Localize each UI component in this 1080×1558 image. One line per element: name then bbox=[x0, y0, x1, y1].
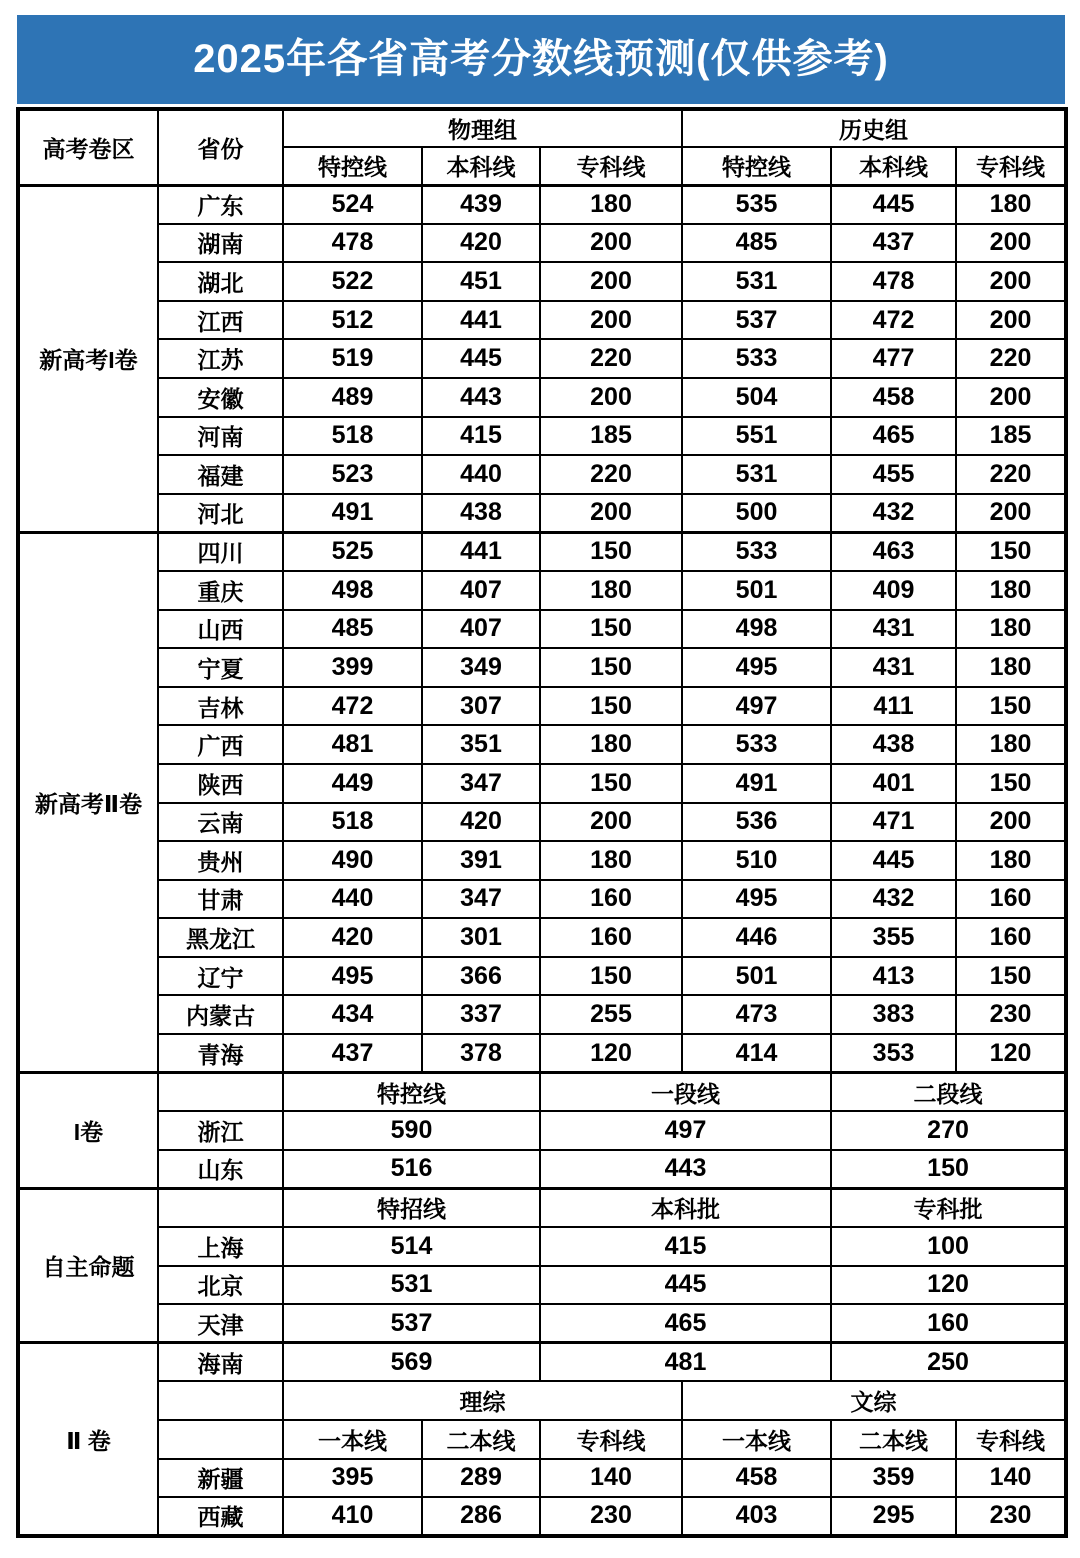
score-cell: 495 bbox=[682, 648, 831, 687]
score-cell: 489 bbox=[283, 378, 422, 417]
score-cell: 420 bbox=[283, 918, 422, 957]
province-cell: 山西 bbox=[158, 610, 283, 649]
score-cell: 501 bbox=[682, 571, 831, 610]
score-cell: 407 bbox=[422, 610, 540, 649]
score-cell: 180 bbox=[540, 571, 682, 610]
score-cell: 449 bbox=[283, 764, 422, 803]
table-row bbox=[18, 918, 1066, 957]
score-cell: 230 bbox=[540, 1497, 682, 1536]
score-cell: 415 bbox=[422, 417, 540, 456]
score-cell: 497 bbox=[540, 1111, 831, 1150]
province-cell: 新疆 bbox=[158, 1459, 283, 1498]
province-cell-empty bbox=[158, 1381, 283, 1420]
score-cell: 270 bbox=[831, 1111, 1066, 1150]
province-cell: 山东 bbox=[158, 1150, 283, 1189]
score-cell: 519 bbox=[283, 339, 422, 378]
score-cell: 160 bbox=[956, 918, 1066, 957]
score-cell: 485 bbox=[682, 224, 831, 263]
province-cell: 广东 bbox=[158, 185, 283, 224]
header-sub-4: 本科线 bbox=[831, 147, 956, 185]
score-cell: 491 bbox=[283, 494, 422, 533]
score-cell: 491 bbox=[682, 764, 831, 803]
province-cell: 广西 bbox=[158, 725, 283, 764]
score-cell: 498 bbox=[682, 610, 831, 649]
score-cell: 150 bbox=[831, 1150, 1066, 1189]
page-title: 2025年各省高考分数线预测(仅供参考) bbox=[17, 15, 1065, 104]
score-cell: 512 bbox=[283, 301, 422, 340]
sub-header-cell: 一本线 bbox=[283, 1420, 422, 1459]
table-body bbox=[18, 185, 1066, 1536]
score-cell: 150 bbox=[956, 687, 1066, 726]
score-cell: 535 bbox=[682, 185, 831, 224]
table-row bbox=[18, 764, 1066, 803]
table-row bbox=[18, 841, 1066, 880]
score-cell: 200 bbox=[956, 224, 1066, 263]
region-label: 新高考Ⅱ卷 bbox=[18, 532, 158, 1072]
sub-header-cell: 专科线 bbox=[540, 1420, 682, 1459]
score-cell: 180 bbox=[956, 841, 1066, 880]
table-row bbox=[18, 1188, 1066, 1227]
score-cell: 160 bbox=[540, 880, 682, 919]
table-row bbox=[18, 185, 1066, 224]
score-cell: 150 bbox=[540, 610, 682, 649]
score-cell: 140 bbox=[540, 1459, 682, 1498]
score-cell: 420 bbox=[422, 224, 540, 263]
score-cell: 395 bbox=[283, 1459, 422, 1498]
score-cell: 180 bbox=[540, 725, 682, 764]
score-cell: 349 bbox=[422, 648, 540, 687]
table-row bbox=[18, 1497, 1066, 1536]
region-label: 自主命题 bbox=[18, 1188, 158, 1342]
score-cell: 446 bbox=[682, 918, 831, 957]
score-cell: 230 bbox=[956, 1497, 1066, 1536]
score-cell: 150 bbox=[956, 957, 1066, 996]
score-cell: 495 bbox=[682, 880, 831, 919]
score-cell: 465 bbox=[540, 1304, 831, 1343]
score-cell: 533 bbox=[682, 532, 831, 571]
score-cell: 180 bbox=[956, 571, 1066, 610]
score-cell: 180 bbox=[956, 610, 1066, 649]
score-cell: 150 bbox=[540, 687, 682, 726]
score-table bbox=[16, 107, 1068, 1538]
score-cell: 185 bbox=[540, 417, 682, 456]
province-cell: 江苏 bbox=[158, 339, 283, 378]
table-row bbox=[18, 1343, 1066, 1382]
province-cell: 江西 bbox=[158, 301, 283, 340]
table-row bbox=[18, 224, 1066, 263]
score-cell: 518 bbox=[283, 417, 422, 456]
score-cell: 415 bbox=[540, 1227, 831, 1266]
province-cell-empty bbox=[158, 1188, 283, 1227]
province-cell: 湖南 bbox=[158, 224, 283, 263]
score-cell: 355 bbox=[831, 918, 956, 957]
score-cell: 383 bbox=[831, 995, 956, 1034]
score-cell: 200 bbox=[540, 224, 682, 263]
score-cell: 490 bbox=[283, 841, 422, 880]
sub-header-cell: 二本线 bbox=[831, 1420, 956, 1459]
score-cell: 160 bbox=[540, 918, 682, 957]
table-row bbox=[18, 1420, 1066, 1459]
region-label: 新高考I卷 bbox=[18, 185, 158, 532]
score-cell: 255 bbox=[540, 995, 682, 1034]
province-cell: 重庆 bbox=[158, 571, 283, 610]
score-cell: 200 bbox=[540, 803, 682, 842]
province-cell: 河南 bbox=[158, 417, 283, 456]
province-cell: 河北 bbox=[158, 494, 283, 533]
sub-header-cell: 二段线 bbox=[831, 1073, 1066, 1112]
score-cell: 289 bbox=[422, 1459, 540, 1498]
score-cell: 185 bbox=[956, 417, 1066, 456]
score-cell: 180 bbox=[540, 841, 682, 880]
score-cell: 414 bbox=[682, 1034, 831, 1073]
score-cell: 523 bbox=[283, 455, 422, 494]
sub-header-cell: 特控线 bbox=[283, 1073, 540, 1112]
score-cell: 441 bbox=[422, 532, 540, 571]
province-cell: 内蒙古 bbox=[158, 995, 283, 1034]
header-region: 高考卷区 bbox=[18, 109, 158, 185]
score-cell: 445 bbox=[422, 339, 540, 378]
score-cell: 481 bbox=[283, 725, 422, 764]
score-cell: 485 bbox=[283, 610, 422, 649]
table-row bbox=[18, 417, 1066, 456]
header-sub-3: 特控线 bbox=[682, 147, 831, 185]
province-cell: 陕西 bbox=[158, 764, 283, 803]
score-cell: 180 bbox=[956, 648, 1066, 687]
score-cell: 200 bbox=[540, 301, 682, 340]
sub-header-cell: 特招线 bbox=[283, 1188, 540, 1227]
score-cell: 437 bbox=[831, 224, 956, 263]
score-cell: 180 bbox=[956, 185, 1066, 224]
score-cell: 351 bbox=[422, 725, 540, 764]
score-cell: 501 bbox=[682, 957, 831, 996]
table-row bbox=[18, 571, 1066, 610]
score-cell: 590 bbox=[283, 1111, 540, 1150]
score-cell: 295 bbox=[831, 1497, 956, 1536]
score-cell: 200 bbox=[956, 301, 1066, 340]
score-cell: 432 bbox=[831, 494, 956, 533]
province-cell: 吉林 bbox=[158, 687, 283, 726]
header-province: 省份 bbox=[158, 109, 283, 185]
table-row bbox=[18, 957, 1066, 996]
score-cell: 410 bbox=[283, 1497, 422, 1536]
score-cell: 200 bbox=[956, 803, 1066, 842]
score-cell: 516 bbox=[283, 1150, 540, 1189]
table-row bbox=[18, 803, 1066, 842]
score-cell: 200 bbox=[956, 494, 1066, 533]
score-cell: 481 bbox=[540, 1343, 831, 1382]
score-cell: 531 bbox=[682, 262, 831, 301]
score-cell: 413 bbox=[831, 957, 956, 996]
score-cell: 524 bbox=[283, 185, 422, 224]
score-cell: 477 bbox=[831, 339, 956, 378]
score-cell: 451 bbox=[422, 262, 540, 301]
province-cell-empty bbox=[158, 1420, 283, 1459]
score-cell: 472 bbox=[283, 687, 422, 726]
province-cell: 湖北 bbox=[158, 262, 283, 301]
score-cell: 440 bbox=[283, 880, 422, 919]
province-cell: 安徽 bbox=[158, 378, 283, 417]
score-cell: 432 bbox=[831, 880, 956, 919]
province-cell: 宁夏 bbox=[158, 648, 283, 687]
score-cell: 478 bbox=[283, 224, 422, 263]
group-header-cell: 理综 bbox=[283, 1381, 682, 1420]
table-row bbox=[18, 687, 1066, 726]
province-cell: 青海 bbox=[158, 1034, 283, 1073]
score-cell: 250 bbox=[831, 1343, 1066, 1382]
province-cell-empty bbox=[158, 1073, 283, 1112]
score-cell: 455 bbox=[831, 455, 956, 494]
score-cell: 522 bbox=[283, 262, 422, 301]
score-cell: 391 bbox=[422, 841, 540, 880]
table-row bbox=[18, 532, 1066, 571]
table-row bbox=[18, 339, 1066, 378]
score-cell: 500 bbox=[682, 494, 831, 533]
table-row bbox=[18, 301, 1066, 340]
score-cell: 347 bbox=[422, 880, 540, 919]
score-cell: 180 bbox=[540, 185, 682, 224]
score-cell: 472 bbox=[831, 301, 956, 340]
province-cell: 海南 bbox=[158, 1343, 283, 1382]
score-cell: 420 bbox=[422, 803, 540, 842]
score-cell: 409 bbox=[831, 571, 956, 610]
score-cell: 445 bbox=[831, 841, 956, 880]
header-sub-1: 本科线 bbox=[422, 147, 540, 185]
score-cell: 531 bbox=[682, 455, 831, 494]
header-sub-0: 特控线 bbox=[283, 147, 422, 185]
table-row bbox=[18, 610, 1066, 649]
region-label: I卷 bbox=[18, 1073, 158, 1189]
score-cell: 438 bbox=[422, 494, 540, 533]
table-row bbox=[18, 1111, 1066, 1150]
score-cell: 120 bbox=[956, 1034, 1066, 1073]
score-cell: 220 bbox=[540, 339, 682, 378]
score-cell: 230 bbox=[956, 995, 1066, 1034]
table-header bbox=[18, 109, 1066, 185]
province-cell: 上海 bbox=[158, 1227, 283, 1266]
group-header-cell: 文综 bbox=[682, 1381, 1066, 1420]
score-cell: 401 bbox=[831, 764, 956, 803]
score-cell: 140 bbox=[956, 1459, 1066, 1498]
region-label: Ⅱ 卷 bbox=[18, 1343, 158, 1536]
score-cell: 359 bbox=[831, 1459, 956, 1498]
score-cell: 473 bbox=[682, 995, 831, 1034]
table-row bbox=[18, 995, 1066, 1034]
score-cell: 504 bbox=[682, 378, 831, 417]
score-cell: 403 bbox=[682, 1497, 831, 1536]
score-cell: 465 bbox=[831, 417, 956, 456]
table-row bbox=[18, 1266, 1066, 1305]
score-cell: 437 bbox=[283, 1034, 422, 1073]
score-cell: 498 bbox=[283, 571, 422, 610]
table-row bbox=[18, 1459, 1066, 1498]
score-cell: 150 bbox=[540, 532, 682, 571]
score-cell: 301 bbox=[422, 918, 540, 957]
score-cell: 440 bbox=[422, 455, 540, 494]
table-row bbox=[18, 1034, 1066, 1073]
score-cell: 160 bbox=[831, 1304, 1066, 1343]
score-cell: 150 bbox=[540, 764, 682, 803]
score-cell: 441 bbox=[422, 301, 540, 340]
score-cell: 220 bbox=[956, 339, 1066, 378]
score-cell: 439 bbox=[422, 185, 540, 224]
score-cell: 347 bbox=[422, 764, 540, 803]
score-cell: 200 bbox=[956, 378, 1066, 417]
province-cell: 辽宁 bbox=[158, 957, 283, 996]
sub-header-cell: 一本线 bbox=[682, 1420, 831, 1459]
table-row bbox=[18, 1304, 1066, 1343]
score-cell: 200 bbox=[956, 262, 1066, 301]
score-cell: 353 bbox=[831, 1034, 956, 1073]
score-cell: 286 bbox=[422, 1497, 540, 1536]
table-row bbox=[18, 648, 1066, 687]
score-cell: 514 bbox=[283, 1227, 540, 1266]
score-cell: 533 bbox=[682, 725, 831, 764]
score-cell: 120 bbox=[540, 1034, 682, 1073]
score-cell: 531 bbox=[283, 1266, 540, 1305]
table-row bbox=[18, 378, 1066, 417]
province-cell: 贵州 bbox=[158, 841, 283, 880]
score-cell: 445 bbox=[540, 1266, 831, 1305]
score-cell: 378 bbox=[422, 1034, 540, 1073]
score-cell: 497 bbox=[682, 687, 831, 726]
score-cell: 533 bbox=[682, 339, 831, 378]
sub-header-cell: 专科线 bbox=[956, 1420, 1066, 1459]
score-cell: 366 bbox=[422, 957, 540, 996]
score-cell: 220 bbox=[956, 455, 1066, 494]
score-cell: 443 bbox=[540, 1150, 831, 1189]
table-row bbox=[18, 455, 1066, 494]
province-cell: 甘肃 bbox=[158, 880, 283, 919]
score-cell: 150 bbox=[540, 648, 682, 687]
header-row-groups bbox=[18, 109, 1066, 147]
province-cell: 西藏 bbox=[158, 1497, 283, 1536]
sub-header-cell: 一段线 bbox=[540, 1073, 831, 1112]
sub-header-cell: 专科批 bbox=[831, 1188, 1066, 1227]
province-cell: 福建 bbox=[158, 455, 283, 494]
score-cell: 537 bbox=[283, 1304, 540, 1343]
table-row bbox=[18, 1073, 1066, 1112]
score-cell: 200 bbox=[540, 262, 682, 301]
score-cell: 150 bbox=[540, 957, 682, 996]
score-cell: 431 bbox=[831, 610, 956, 649]
score-cell: 458 bbox=[831, 378, 956, 417]
header-sub-2: 专科线 bbox=[540, 147, 682, 185]
score-cell: 458 bbox=[682, 1459, 831, 1498]
score-cell: 160 bbox=[956, 880, 1066, 919]
score-cell: 120 bbox=[831, 1266, 1066, 1305]
table-row bbox=[18, 262, 1066, 301]
province-cell: 天津 bbox=[158, 1304, 283, 1343]
score-cell: 510 bbox=[682, 841, 831, 880]
province-cell: 黑龙江 bbox=[158, 918, 283, 957]
score-cell: 569 bbox=[283, 1343, 540, 1382]
score-cell: 307 bbox=[422, 687, 540, 726]
province-cell: 北京 bbox=[158, 1266, 283, 1305]
score-cell: 463 bbox=[831, 532, 956, 571]
table-row bbox=[18, 1150, 1066, 1189]
score-cell: 536 bbox=[682, 803, 831, 842]
sub-header-cell: 本科批 bbox=[540, 1188, 831, 1227]
score-cell: 337 bbox=[422, 995, 540, 1034]
score-cell: 537 bbox=[682, 301, 831, 340]
table-row bbox=[18, 1227, 1066, 1266]
table-row bbox=[18, 880, 1066, 919]
score-cell: 525 bbox=[283, 532, 422, 571]
header-physics-group: 物理组 bbox=[283, 109, 682, 147]
score-cell: 431 bbox=[831, 648, 956, 687]
score-cell: 200 bbox=[540, 378, 682, 417]
score-cell: 438 bbox=[831, 725, 956, 764]
score-cell: 200 bbox=[540, 494, 682, 533]
table-row bbox=[18, 725, 1066, 764]
score-cell: 100 bbox=[831, 1227, 1066, 1266]
province-cell: 浙江 bbox=[158, 1111, 283, 1150]
score-cell: 471 bbox=[831, 803, 956, 842]
score-cell: 495 bbox=[283, 957, 422, 996]
score-cell: 220 bbox=[540, 455, 682, 494]
score-cell: 411 bbox=[831, 687, 956, 726]
score-cell: 180 bbox=[956, 725, 1066, 764]
score-cell: 443 bbox=[422, 378, 540, 417]
score-cell: 150 bbox=[956, 532, 1066, 571]
header-history-group: 历史组 bbox=[682, 109, 1066, 147]
province-cell: 云南 bbox=[158, 803, 283, 842]
score-cell: 434 bbox=[283, 995, 422, 1034]
score-cell: 445 bbox=[831, 185, 956, 224]
province-cell: 四川 bbox=[158, 532, 283, 571]
score-cell: 518 bbox=[283, 803, 422, 842]
header-sub-5: 专科线 bbox=[956, 147, 1066, 185]
score-cell: 551 bbox=[682, 417, 831, 456]
score-cell: 150 bbox=[956, 764, 1066, 803]
score-cell: 407 bbox=[422, 571, 540, 610]
sub-header-cell: 二本线 bbox=[422, 1420, 540, 1459]
table-row bbox=[18, 494, 1066, 533]
score-cell: 399 bbox=[283, 648, 422, 687]
score-cell: 478 bbox=[831, 262, 956, 301]
table-row bbox=[18, 1381, 1066, 1420]
